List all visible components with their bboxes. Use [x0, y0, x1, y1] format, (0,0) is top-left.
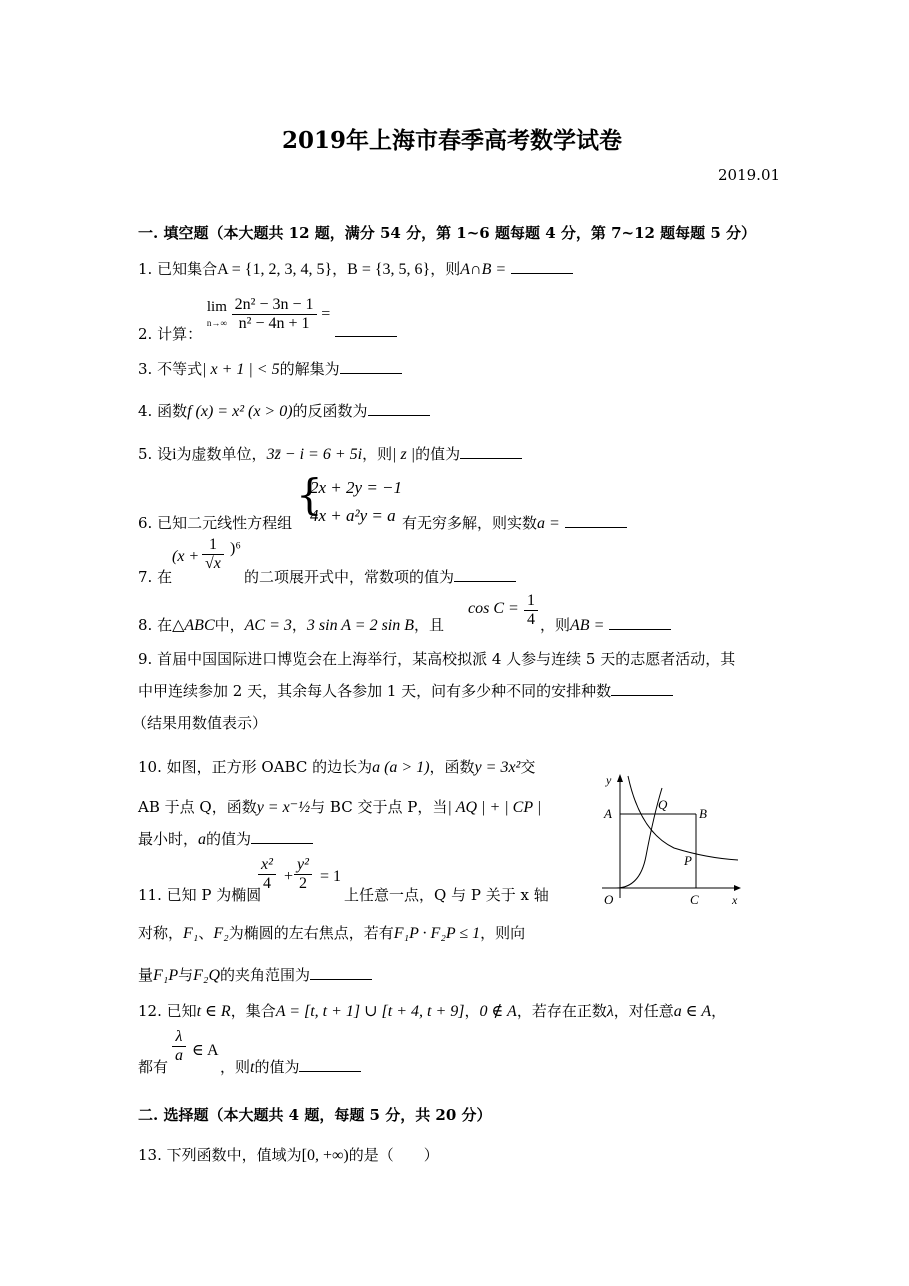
question-7: 7. 在	[138, 568, 173, 586]
question-11-line-1: 11. 已知 P 为椭圆	[138, 886, 262, 904]
question-2: 2. 计算： lim n→∞ $\frac{\text{2n² − 3n − 1}}{\text{n² − 4n + 1}}$ =	[138, 296, 397, 333]
label-q: Q	[658, 797, 668, 812]
curve-power	[628, 776, 738, 860]
limit-symbol: lim	[206, 298, 227, 315]
system-brace: {	[296, 470, 323, 519]
question-6-tail: 有无穷多解，则实数a =	[402, 512, 627, 535]
function-expr: f (x) = x² (x > 0)	[187, 403, 293, 420]
section-1-heading: 一. 填空题（本大题共 12 题，满分 54 分，第 1~6 题每题 4 分，第 7~12 题每题 5 分）	[138, 224, 757, 242]
question-11-line-1-tail: 上任意一点，Q 与 P 关于 x 轴	[344, 886, 549, 904]
question-3: 3. 不等式| x + 1 | < 5的解集为	[138, 358, 402, 381]
question-10-line-1: 10. 如图，正方形 OABC 的边长为a (a > 1)，函数y = 3x²交	[138, 758, 536, 776]
question-11-line-3: 量F₁P与F₂Q的夹角范围为	[138, 964, 372, 987]
question-8: 8. 在△ABC中，AC = 3，3 sin A = 2 sin B，且	[138, 616, 445, 634]
answer-blank	[335, 322, 397, 337]
section-2-heading: 二. 选择题（本大题共 4 题，每题 5 分，共 20 分）	[138, 1106, 492, 1124]
question-9-line-1: 9. 首届中国国际进口博览会在上海举行，某高校拟派 4 人参与连续 5 天的志愿者活动，其	[138, 650, 736, 668]
limit-subscript: n→∞	[206, 317, 227, 328]
label-x: x	[732, 893, 738, 907]
question-13: 13. 下列函数中，值域为[0, +∞)的是（ ）	[138, 1146, 439, 1164]
question-1: 1. 已知集合A = {1, 2, 3, 4, 5}，B = {3, 5, 6}，则A∩B =	[138, 258, 573, 281]
answer-blank	[251, 829, 313, 844]
answer-blank	[565, 513, 627, 528]
label-b: B	[699, 806, 707, 821]
question-9-line-2: 中甲连续参加 2 天，其余每人各参加 1 天，问有多少种不同的安排种数	[138, 680, 673, 702]
intersection-expr: A∩B =	[460, 261, 507, 278]
answer-blank	[310, 965, 372, 980]
question-6: 6. 已知二元线性方程组	[138, 514, 293, 532]
question-12-line-1: 12. 已知t ∈ R，集合A = [t, t + 1] ∪ [t + 4, t + 9]，0 ∉ A，若存在正数λ，对任意a ∈ A，	[138, 1002, 727, 1020]
question-11-line-2: 对称，F₁、F₂为椭圆的左右焦点，若有F₁P · F₂P ≤ 1，则向	[138, 924, 526, 942]
answer-blank	[368, 401, 430, 416]
y-axis-arrow	[617, 774, 623, 782]
question-10-line-3: 最小时，a的值为	[138, 828, 313, 851]
range-expr: [0, +∞)	[301, 1147, 349, 1164]
inequality-expr: | x + 1 | < 5	[202, 361, 280, 378]
set-a-intervals: A = [t, t + 1] ∪ [t + 4, t + 9]	[275, 1003, 465, 1020]
set-a: A = {1, 2, 3, 4, 5}	[217, 261, 333, 278]
answer-blank	[609, 615, 671, 630]
label-c: C	[690, 892, 699, 907]
question-12-line-2-tail: ，则t的值为	[220, 1056, 361, 1079]
label-y: y	[606, 773, 612, 787]
label-o: O	[604, 892, 614, 907]
system-eq-1: 2x + 2y = −1	[310, 478, 403, 497]
answer-blank	[460, 444, 522, 459]
set-b: B = {3, 5, 6}	[347, 261, 431, 278]
x-axis-arrow	[734, 885, 741, 891]
question-9-line-3: （结果用数值表示）	[132, 714, 268, 732]
system-eq-2: 4x + a²y = a	[310, 506, 396, 525]
label-p: P	[684, 853, 692, 868]
exam-date: 2019.01	[718, 166, 781, 184]
vector-f1p: F₁P	[153, 967, 179, 984]
vector-f2q: F₂Q	[193, 967, 221, 984]
complex-equation: 3z̄ − i = 6 + 5i	[266, 446, 363, 463]
limit-fraction: $\frac{\text{2n² − 3n − 1}}{\text{n² − 4n + 1}}$	[232, 296, 317, 333]
dot-product-condition: F₁P · F₂P ≤ 1	[393, 925, 481, 942]
question-10-line-2: AB 于点 Q，函数y = x⁻½与 BC 交于点 P，当| AQ | + | CP |	[138, 798, 542, 816]
answer-blank	[299, 1057, 361, 1072]
answer-blank	[454, 567, 516, 582]
question-7-tail: 的二项展开式中，常数项的值为	[244, 566, 516, 588]
answer-blank	[340, 359, 402, 374]
label-a: A	[604, 806, 612, 821]
curve-parabola	[616, 788, 662, 888]
square-graph-figure	[596, 770, 746, 910]
answer-blank	[511, 259, 573, 274]
question-12-line-2: 都有	[138, 1058, 169, 1076]
question-4: 4. 函数f (x) = x² (x > 0)的反函数为	[138, 400, 430, 423]
question-8-tail: ，则AB =	[540, 614, 671, 637]
answer-blank	[611, 681, 673, 696]
question-5: 5. 设i为虚数单位，3z̄ − i = 6 + 5i，则| z |的值为	[138, 443, 522, 466]
page-title: 2019年上海市春季高考数学试卷	[282, 127, 623, 154]
